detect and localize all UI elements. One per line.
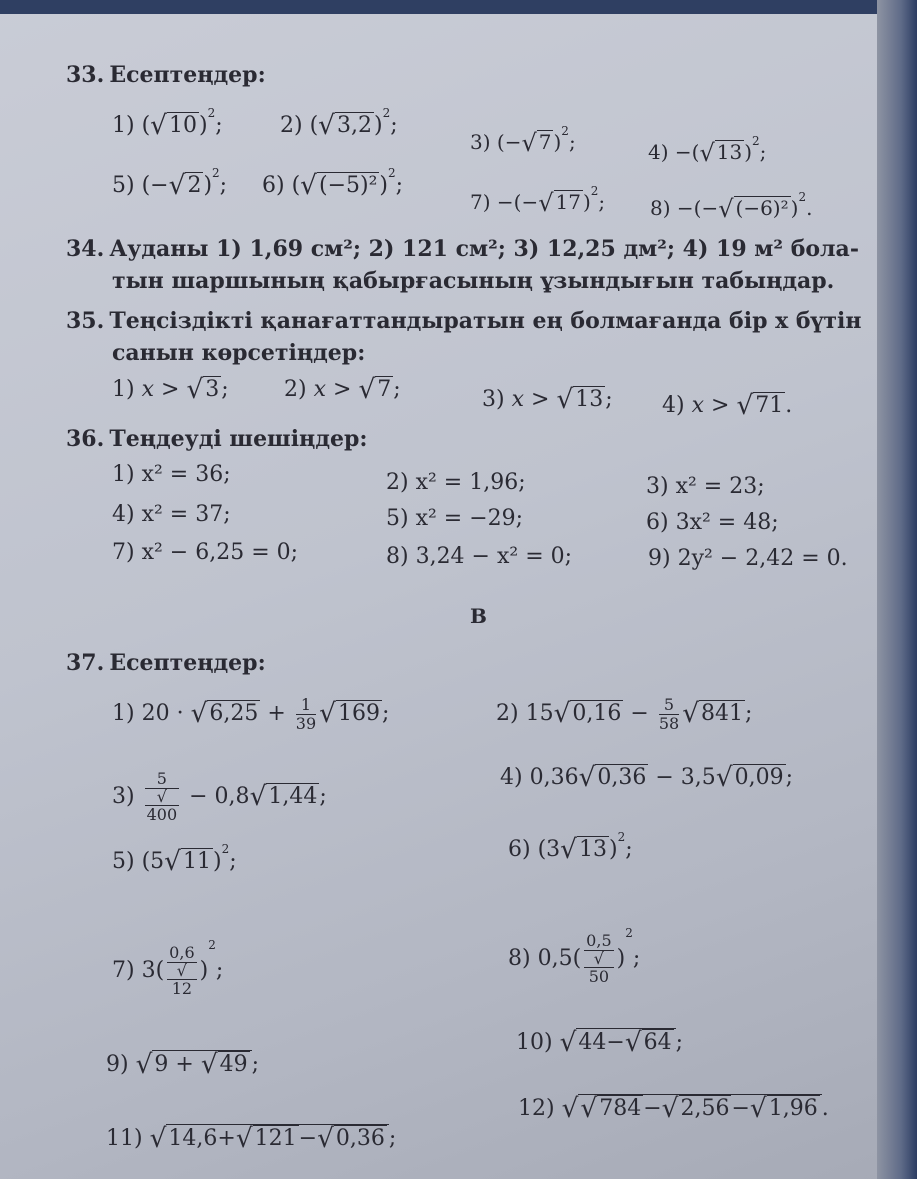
p37-item-1: 1) 20 · √6,25 + $\frac{1}{39}$ √169;	[112, 695, 390, 733]
p35-item-1: 1) x > √3;	[112, 374, 229, 405]
p37-item-8: 8) 0,5( 0,5 √ 50 )$^2$;	[508, 926, 641, 986]
p36-item: 7) x² − 6,25 = 0;	[112, 540, 299, 565]
problem-36-header	[66, 426, 367, 452]
problem-34-number: 34.	[66, 236, 105, 262]
problem-34-line-2: тын шаршының қабырғасының ұзындығын табыңдар.	[112, 268, 835, 294]
p36-item: 2) x² = 1,96;	[386, 470, 526, 495]
problem-35-line-1: 35. Теңсіздікті қанағаттандыратын ең болмағанда бір x бүтін	[66, 308, 862, 334]
problem-33-header	[66, 62, 266, 88]
p33-item-4: 4) −(√ 13 )$^2$;	[648, 134, 767, 167]
p37-item-7: 7) 3( 0,6 √ 12 )$^2$;	[112, 938, 224, 998]
p33-item-7: 7) −(−√ 17 )$^2$;	[470, 184, 606, 217]
p33-item-3: 3) (−√ 7 )$^2$;	[470, 124, 576, 157]
p33-item-2: 2) $(√3,2)^2$;	[280, 106, 398, 141]
problem-36-number: 36.	[66, 426, 105, 452]
p36-item: 8) 3,24 − x² = 0;	[386, 544, 573, 569]
problem-37-number: 37.	[66, 650, 105, 676]
p36-item: 1) x² = 36;	[112, 462, 231, 487]
p36-item: 4) x² = 37;	[112, 502, 231, 527]
problem-33-number: 33.	[66, 62, 105, 88]
p35-item-4: 4) x > √71.	[662, 390, 793, 421]
p35-item-2: 2) x > √7;	[284, 374, 401, 405]
p36-item: 9) 2y² − 2,42 = 0.	[648, 546, 848, 571]
p35-item-3: 3) x > √13;	[482, 384, 613, 415]
p33-item-1: 1) $(√10)^2$;	[112, 106, 223, 141]
p37-item-6: 6) $(3√13)^2$;	[508, 830, 633, 865]
p33-item-5: 5) $(-√2)^2$;	[112, 166, 228, 201]
p36-item: 6) 3x² = 48;	[646, 510, 779, 535]
p37-item-9: 9) √9 + √49 ;	[106, 1049, 260, 1080]
p37-item-10: 10) √44−√64 ;	[516, 1027, 684, 1058]
p37-item-3: 3) 5 √ 400 − 0,8√1,44;	[112, 769, 327, 824]
p37-item-2: 2) 15√0,16 − $\frac{5}{58}$ √841;	[496, 695, 753, 733]
p37-item-11: 11) √14,6+√121−√0,36 ;	[106, 1123, 397, 1154]
p36-item: 3) x² = 23;	[646, 474, 765, 499]
problem-37-header	[66, 650, 266, 676]
section-heading: В	[470, 604, 487, 628]
p33-item-6: 6) $(√(-5)^2)^2$;	[262, 166, 404, 201]
problem-35-line-2: санын көрсетіңдер:	[112, 340, 366, 366]
page-top-band	[0, 0, 917, 14]
problem-35-number: 35.	[66, 308, 105, 334]
p36-item: 5) x² = −29;	[386, 506, 524, 531]
p37-item-12: 12) √√784−√2,56−√1,96 .	[518, 1093, 829, 1124]
p33-item-8: 8) −(−√ (−6)² )$^2$.	[650, 190, 813, 223]
problem-34-line-1: 34. Ауданы 1) 1,69 см²; 2) 121 см²; 3) 12,25 дм²; 4) 19 м² бола-	[66, 236, 859, 262]
problem-37-title: Есептеңдер:	[109, 650, 266, 676]
p37-item-5: 5) $(5√11)^2$;	[112, 842, 237, 877]
problem-33-title: Есептеңдер:	[109, 62, 266, 88]
page-edge	[877, 0, 917, 1179]
p37-item-4: 4) 0,36√0,36 − 3,5√0,09;	[500, 762, 794, 793]
problem-36-title: Теңдеуді шешіңдер:	[109, 426, 368, 452]
